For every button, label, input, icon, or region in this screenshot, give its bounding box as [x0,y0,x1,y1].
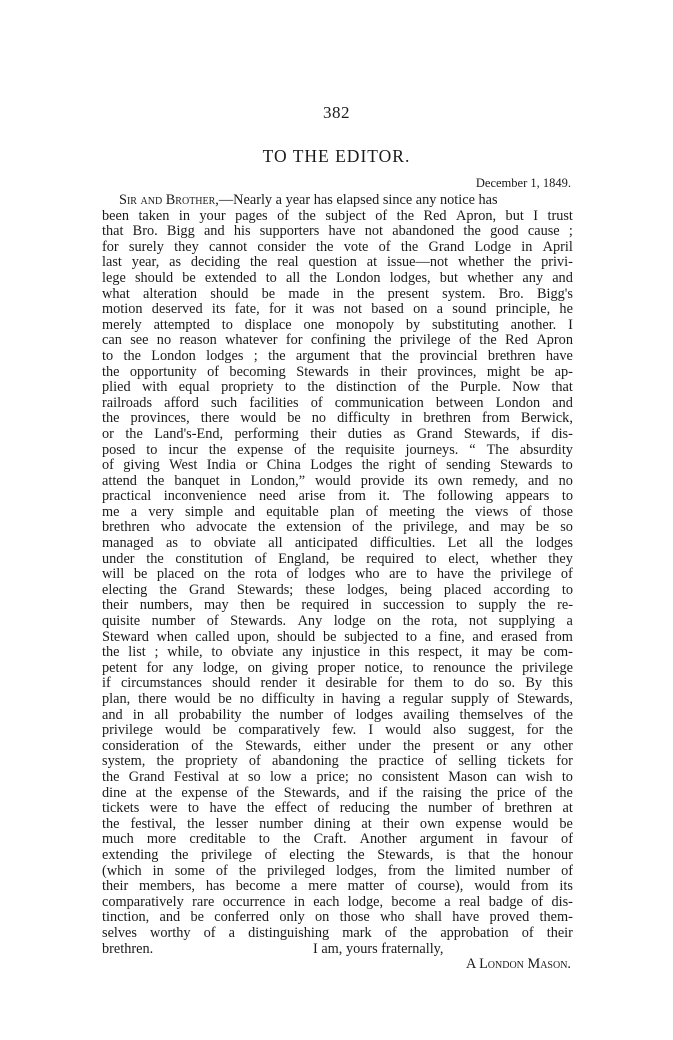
text-line: managed as to obviate all anticipated difficulties. Let all the lodges [102,536,573,552]
text-line: the provinces, there would be no difficulty in brethren from Berwick, [102,411,573,427]
text-line: comparatively rare occurrence in each lodge, become a real badge of dis- [102,894,573,910]
letter-title: TO THE EDITOR. [262,146,411,166]
salutation: Sir and Brother, [119,193,219,208]
text-line: their members, has become a mere matter of course), would from its [102,879,573,895]
signature: A London Mason. [465,956,571,973]
text-line: plied with equal propriety to the distinction of the Purple. Now that [102,380,573,396]
text-line: tickets were to have the effect of reducing the number of brethren at [102,801,573,817]
text-line: dine at the expense of the Stewards, and if the raising the price of the [102,785,573,801]
text-line: posed to incur the expense of the requisite journeys. “ The absurdity [102,442,573,458]
text-line: under the constitution of England, be required to elect, whether they [102,551,573,567]
text-line: extending the privilege of electing the Stewards, is that the honour [102,847,573,863]
text-line: been taken in your pages of the subject of the Red Apron, but I trust [102,208,573,224]
text-line: the festival, the lesser number dining at their own expense would be [102,816,573,832]
text-line: consideration of the Stewards, either under the present or any other [102,738,573,754]
text-line: or the Land's-End, performing their duties as Grand Stewards, if dis- [102,426,573,442]
salutation-line-text [119,193,498,209]
text-line: system, the propriety of abandoning the practice of selling tickets for [102,754,573,770]
text-line: petent for any lodge, on giving proper notice, to renounce the privilege [102,660,573,676]
text-line: motion deserved its fate, for it was not based on a sound principle, he [102,302,573,318]
text-line: tinction, and be conferred only on those who shall have proved them- [102,910,573,926]
text-line: to the London lodges ; the argument that the provincial brethren have [102,348,573,364]
text-line: plan, there would be no difficulty in having a regular supply of Stewards, [102,692,573,707]
text-line: and in all probability the number of lodges availing themselves of the [102,707,573,723]
text-line: can see no reason whatever for confining the privilege of the Red Apron [102,333,573,349]
text-line: the Grand Festival at so low a price; no consistent Mason can wish to [102,769,573,785]
page-number: 382 [323,103,350,122]
text-line: privilege would be comparatively few. I would also suggest, for the [102,723,573,739]
salutation-line [102,193,573,209]
text-line: what alteration should be made in the present system. Bro. Bigg's [102,286,573,302]
text-line: the list ; while, to obviate any injustice in this respect, it may be com- [102,645,573,661]
body-lines [102,209,573,942]
text-line: if circumstances should render it desirable for them to do so. By this [102,676,573,692]
closing-row [102,942,573,958]
text-line: much more creditable to the Craft. Another argument in favour of [102,832,573,848]
text-line: quisite number of Stewards. Any lodge on the rota, not supplying a [102,614,573,630]
text-line: railroads afford such facilities of communication between London and [102,395,573,411]
text-line: the opportunity of becoming Stewards in their provinces, might be ap- [102,364,573,380]
text-line: selves worthy of a distinguishing mark of the approbation of their [102,925,573,941]
text-line: electing the Grand Stewards; these lodges, being placed according to [102,582,573,598]
text-line: will be placed on the rota of lodges who are to have the privilege of [102,567,573,583]
text-line: practical inconvenience need arise from it. The following appears to [102,489,573,505]
text-line: merely attempted to displace one monopoly by substituting another. I [102,317,573,333]
text-line: brethren who advocate the extension of the privilege, and may be so [102,520,573,536]
text-line: Steward when called upon, should be subjected to a fine, and erased from [102,629,573,645]
text-line: of giving West India or China Lodges the right of sending Stewards to [102,458,573,474]
text-line: last year, as deciding the real question at issue—not whether the privi- [102,255,573,271]
letter-body [102,193,573,973]
text-line: their numbers, may then be required in succession to supply the re- [102,598,573,614]
salutation-continuation: —Nearly a year has elapsed since any notice has [218,193,498,208]
text-line: lege should be extended to all the London lodges, but whether any and [102,270,573,286]
text-line: for surely they cannot consider the vote of the Grand Lodge in April [102,239,573,255]
closing-word: brethren. [102,940,154,957]
text-line: me a very simple and equitable plan of meeting the views of those [102,504,573,520]
valediction: I am, yours fraternally, [313,940,444,957]
letter-dateline: December 1, 1849. [475,176,571,190]
text-line: that Bro. Bigg and his supporters have not abandoned the good cause ; [102,224,573,240]
text-line: attend the banquet in London,” would provide its own remedy, and no [102,473,573,489]
text-line: (which in some of the privileged lodges, from the limited number of [102,863,573,879]
